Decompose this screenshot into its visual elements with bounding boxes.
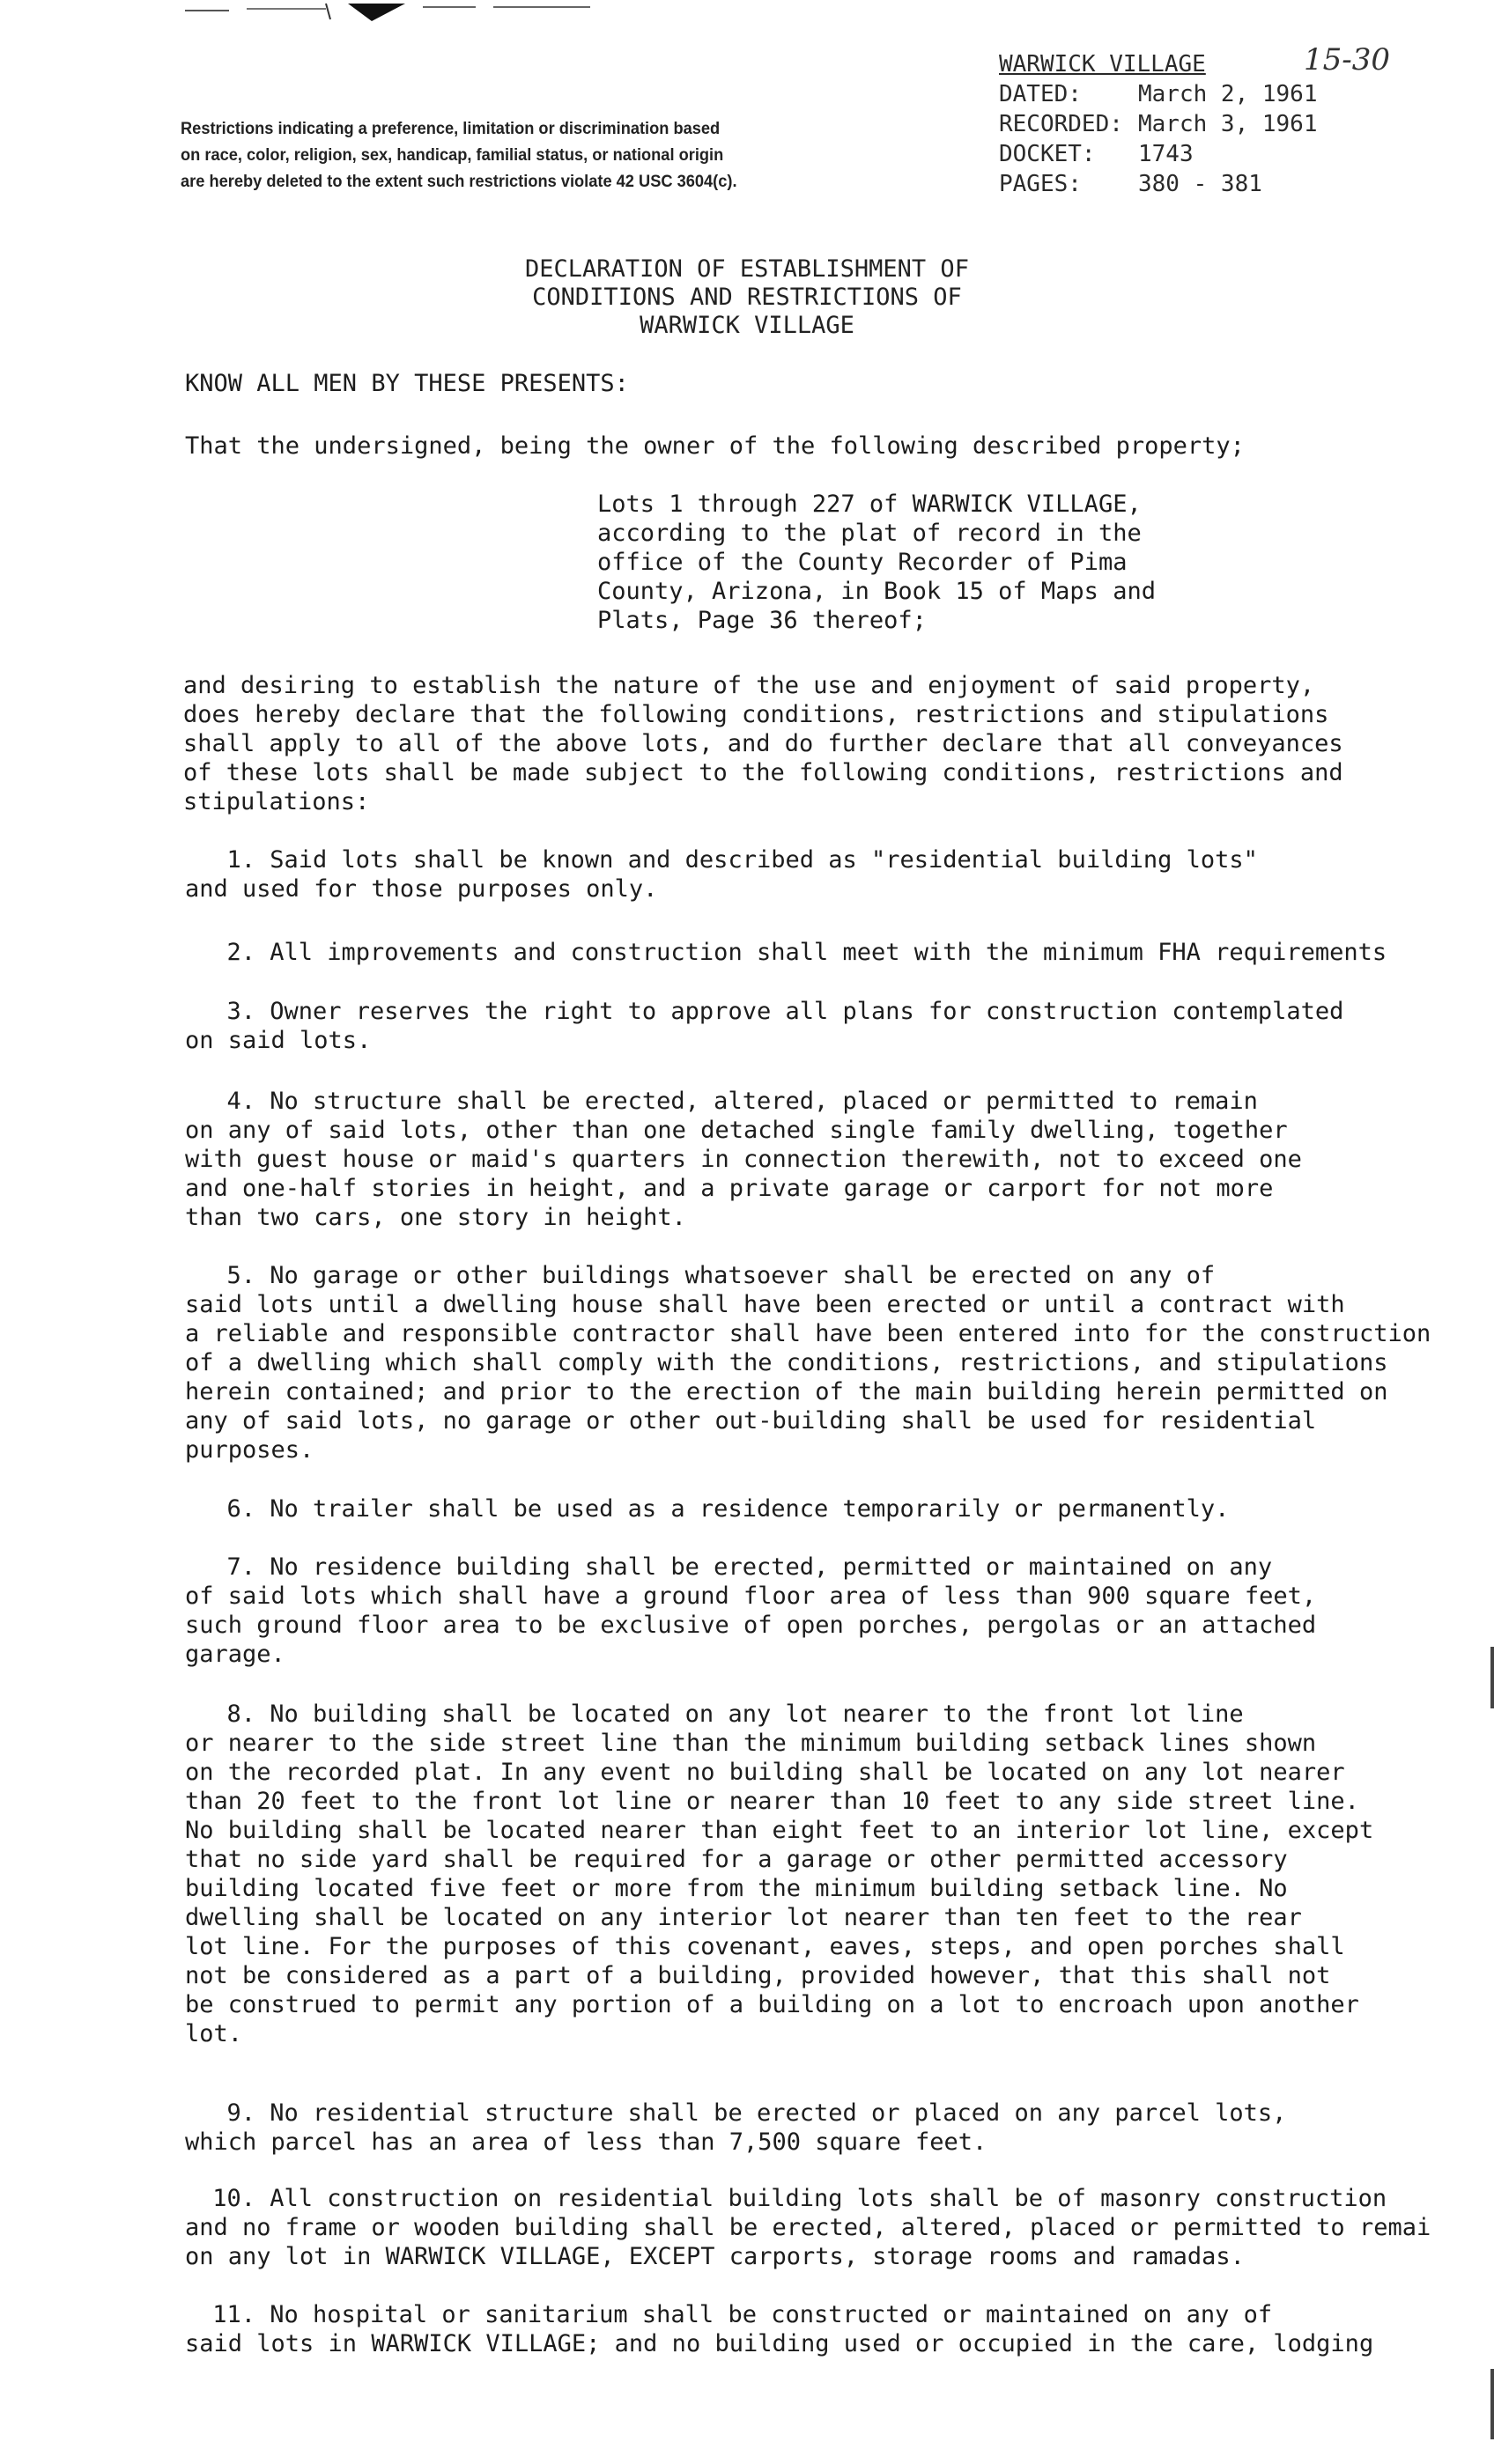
handwritten-note: 15-30: [1304, 42, 1391, 77]
restriction-text: No structure shall be erected, altered, placed or permitted to remain on any of said lots, other than one detached single family dwelling, together with guest house or maid's quarters in connection therewith, not to exceed one and one-half stories in height, and a private garage or carport for not more than two cars, one story in height.: [185, 1088, 1302, 1231]
restriction-text: No garage or other buildings whatsoever shall be erected on any of said lots until a dwelling house shall have been erected or until a contract with a reliable and responsible contractor shall have been entered into for the construction of a dwelling which shall comply with the conditions, restrictions, and stipulations herein contained; and prior to the erection of the main building herein permitted on any of said lots, no garage or other out-building shall be used for residential purposes.: [185, 1262, 1431, 1464]
restriction-number: 6.: [226, 1495, 255, 1523]
restriction-item: [185, 2099, 1480, 2157]
pages-label: PAGES:: [999, 171, 1082, 197]
restriction-text: Said lots shall be known and described as "residential building lots" and used for those purposes only.: [185, 846, 1258, 903]
restriction-text: No residential structure shall be erected or placed on any parcel lots, which parcel has an area of less than 7,500 square feet.: [185, 2099, 1287, 2156]
restriction-number: 2.: [226, 939, 255, 966]
restriction-item: [185, 1087, 1480, 1232]
restriction-number: 4.: [226, 1088, 255, 1115]
restriction-number: 1.: [226, 846, 255, 874]
restriction-number: 7.: [226, 1553, 255, 1581]
disclaimer-line: are hereby deleted to the extent such restrictions violate 42 USC 3604(c).: [181, 173, 737, 191]
village-name: WARWICK VILLAGE: [999, 51, 1206, 77]
title-line: CONDITIONS AND RESTRICTIONS OF: [532, 284, 962, 311]
restriction-text: No hospital or sanitarium shall be constructed or maintained on any of said lots in WARWICK VILLAGE; and no building used or occupied in the care, lodging: [185, 2301, 1374, 2357]
restriction-number: 10.: [212, 2185, 255, 2212]
restriction-text: No trailer shall be used as a residence temporarily or permanently.: [270, 1495, 1230, 1523]
disclaimer-line: on race, color, religion, sex, handicap, familial status, or national origin: [181, 146, 724, 165]
docket-value: 1743: [1138, 141, 1194, 167]
restriction-text: All construction on residential building lots shall be of masonry construction and no frame or wooden building shall be erected, altered, placed or permitted to remai on any lot in WARWICK VILLAGE, EXCEPT carports, storage rooms and ramadas.: [185, 2185, 1431, 2270]
restriction-item: [185, 1700, 1480, 2048]
restriction-number: 9.: [226, 2099, 255, 2127]
restriction-item: [185, 1494, 1480, 1523]
restriction-item: [185, 1553, 1480, 1669]
restriction-text: No building shall be located on any lot nearer to the front lot line or nearer to the side street line than the minimum building setback lines shown on the recorded plat. In any event no building shall be located on any lot nearer than 20 feet to the front lot line or nearer than 10 feet to any side street line. No building shall be located nearer than eight feet to an interior lot line, except that no side yard shall be required for a garage or other permitted accessory building located five feet or more from the minimum building setback line. No dwelling shall be located on any interior lot nearer than ten feet to the rear lot line. For the purposes of this covenant, eaves, steps, and open porches shall not be considered as a part of a building, provided however, that this shall not be construed to permit any portion of a building on a lot to encroach upon another lot.: [185, 1700, 1374, 2047]
restriction-item: [185, 938, 1480, 967]
pages-value: 380 - 381: [1138, 171, 1262, 197]
title-line: WARWICK VILLAGE: [640, 312, 854, 339]
restriction-text: No residence building shall be erected, permitted or maintained on any of said lots which shall have a ground floor area of less than 900 square feet, such ground floor area to be exclusive of open porches, pergolas or an attached garage.: [185, 1553, 1317, 1668]
margin-rule: [1490, 2369, 1494, 2439]
restriction-item: [185, 2300, 1480, 2358]
restriction-item: [185, 1261, 1480, 1464]
title-line: DECLARATION OF ESTABLISHMENT OF: [525, 255, 969, 283]
recorded-label: RECORDED:: [999, 111, 1123, 137]
property-description: Lots 1 through 227 of WARWICK VILLAGE, according to the plat of record in the office of the County Recorder of Pima County, Arizona, in Book 15 of Maps and Plats, Page 36 thereof;: [597, 491, 1156, 634]
declaration-paragraph: and desiring to establish the nature of the use and enjoyment of said property, does hereby declare that the following conditions, restrictions and stipulations shall apply to all of the above lots, and do further declare that all conveyances of these lots shall be made subject to the following conditions, restrictions and stipulations:: [183, 672, 1343, 815]
scan-marks: [176, 0, 810, 35]
restriction-number: 3.: [226, 998, 255, 1025]
disclaimer-line: Restrictions indicating a preference, limitation or discrimination based: [181, 120, 721, 138]
dated-label: DATED:: [999, 81, 1082, 107]
disclaimer-stamp: [181, 116, 824, 195]
restriction-text: Owner reserves the right to approve all plans for construction contemplated on said lots.: [185, 998, 1344, 1054]
docket-label: DOCKET:: [999, 141, 1096, 167]
restriction-item: [185, 845, 1480, 904]
restriction-number: 5.: [226, 1262, 255, 1289]
intro-paragraph: That the undersigned, being the owner of the following described property;: [185, 432, 1245, 460]
recorded-value: March 3, 1961: [1138, 111, 1318, 137]
document-title: [0, 255, 1494, 340]
restriction-number: 8.: [226, 1700, 255, 1728]
restriction-item: [185, 997, 1480, 1055]
restriction-text: All improvements and construction shall meet with the minimum FHA requirements: [270, 939, 1387, 966]
margin-rule: [1490, 1647, 1494, 1708]
dated-value: March 2, 1961: [1138, 81, 1318, 107]
restriction-item: [185, 2184, 1480, 2271]
restriction-number: 11.: [212, 2301, 255, 2328]
opening-line: KNOW ALL MEN BY THESE PRESENTS:: [185, 370, 629, 397]
